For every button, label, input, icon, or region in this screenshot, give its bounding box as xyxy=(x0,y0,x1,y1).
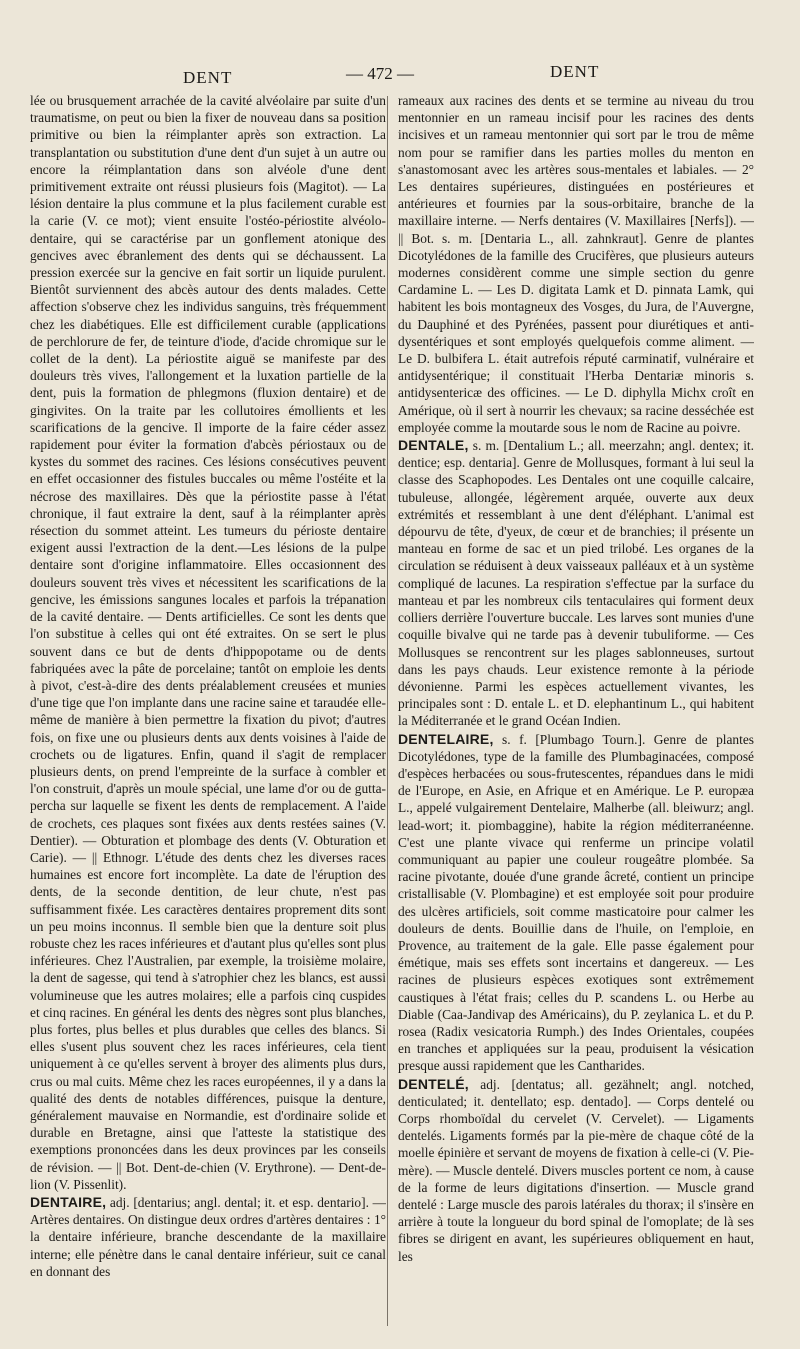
headword-dentelaire: DENTELAIRE, xyxy=(398,730,494,747)
page-number: — 472 — xyxy=(346,64,414,83)
left-guide-word: DENT xyxy=(183,68,233,87)
running-head xyxy=(0,60,800,90)
entry-dentale xyxy=(398,437,754,729)
left-column xyxy=(30,92,386,1342)
entry-dentale-body: s. m. [Dentalium L.; all. meerzahn; angl. dentex; it. dentice; esp. dentaria]. Genre de Mollusques, formant à lui seul la classe des Scaphopodes. Les Dentales ont une coquille calcaire, tubuleuse, allongée, légèrement arquée, ouverte aux deux extrémités et ressemblant à une dent d'éléphant. L'animal est dépourvu de tête, d'yeux, de cœur et de branchies; il présente un manteau en forme de sac et un pied trilobé. Les organes de la circulation se réduisent à deux vaisseaux palléaux et à un système compliqué de lacunes. La respiration s'effectue par la surface du manteau et par les nombreux cils tentaculaires qui forment deux colliers derrière l'ouverture buccale. Les larves sont munies d'une coquille bivalve qui ne tarde pas à devenir tubuliforme. — Ces Mollusques se rencontrent sur les plages sablonneuses, surtout dans les pays chauds. Leur existence remonte à la période dévonienne. Parmi les espèces actuellement vivantes, les principales sont : D. entale L. et D. elephantinum L., qui habitent la Méditerranée et le grand Océan Indien. xyxy=(398,438,754,729)
headword-dentaire: DENTAIRE, xyxy=(30,1194,107,1210)
right-guide-word: DENT xyxy=(550,62,600,81)
headword-dentale: DENTALE, xyxy=(398,437,469,454)
headword-dentele: DENTELÉ, xyxy=(398,1075,469,1092)
entry-dentaire-body: adj. [dentarius; angl. dental; it. et esp. dentario]. — Artères dentaires. On distingue deux ordres d'artères dentaires : 1° la dentaire inférieure, branche descendante de la maxillaire interne; elle pénètre dans le canal dentaire inférieur, suit ce canal en donnant des xyxy=(30,1195,386,1279)
entry-dent-continuation: lée ou brusquement arrachée de la cavité alvéolaire par suite d'un traumatisme, on peut ou bien la fixer de nouveau dans sa position primitive ou bien la réimplanter après son extraction. La transplantation ou substitution d'une dent d'un sujet à un autre ou encore la réimplantation dans son alvéole d'une dent primitivement extraite ont réussi plusieurs fois (Magitot). — La lésion dentaire la plus commune et la plus facilement curable est la carie (V. ce mot); vient ensuite l'ostéo-périostite alvéolo-dentaire, qui se caractérise par un gonflement atonique des gencives avec ébranlement des dents qui se déchaussent. La pression exercée sur la gencive en fait sortir un liquide purulent. Bientôt surviennent des abcès autour des dents malades. Cette affection s'observe chez les individus sanguins, très fréquemment chez les diabétiques. Elle est difficilement curable (applications de perchlorure de fer, de teinture d'iode, d'acide chromique sur le collet de la dent). La périostite aiguë se manifeste par des douleurs très vives, l'allongement et la luxation partielle de la dent, puis la formation de phlegmons (fluxion dentaire) et de gingivites. On la traite par les collutoires émollients et les scarifications de la gencive. Il importe de la faire céder assez rapidement pour éviter la formation d'abcès périostaux ou de kystes du sommet des racines. Ces lésions consécutives peuvent en effet occasionner des fistules buccales ou même l'ostéite et la nécrose des maxillaires. Dès que la périostite passe à l'état chronique, il faut extraire la dent, sauf à la réimplanter après résection du sommet atteint. Les tumeurs du périoste dentaire exigent aussi l'extraction de la dent.—Les lésions de la pulpe dentaire sont d'origine inflammatoire. Elles occasionnent des douleurs souvent très vives et nécessitent les scarifications de la gencive, les émissions sangunes locales et parfois la trépanation de la cavité dentaire. — Dents artificielles. Ce sont les dents que l'on substitue à celles qui ont été extraites. On se sert le plus souvent dans ce but de dents d'hippopotame ou de dents fabriquées avec la pâte de porcelaine; tantôt on emploie les dents à pivot, c'est-à-dire des dents préalablement creusées et munies d'une tige que l'on implante dans une racine saine et taraudée elle-même de manière à bien permettre la fixation du pivot; d'autres fois, on fixe une ou plusieurs dents aux dents voisines à l'aide de crochets ou de ligatures. Enfin, quand il s'agit de remplacer plusieurs dents, on prend l'empreinte de la surface à combler et l'on construit, d'après un moule spécial, une lame d'or ou de gutta-percha sur laquelle se fixent les dents de remplacement. A l'aide de crochets, ces plaques sont fixées aux dents restées saines (V. Dentier). — Obturation et plombage des dents (V. Obturation et Carie). — || Ethnogr. L'étude des dents chez les diverses races humaines est encore fort incomplète. La date de l'éruption des dents, de la seconde dentition, de leur chute, n'est pas suffisamment fixée. Les caractères dentaires proprement dits sont un peu moins inconnus. Il semble bien que la denture soit plus robuste chez les races inférieures et d'autant plus qu'elles sont plus inférieures. Chez l'Australien, par exemple, la troisième molaire, la dent de sagesse, qui tend à s'atrophier chez les blancs, est aussi volumineuse que les autres molaires; elle a parfois cinq cuspides et cinq racines. En général les dents des nègres sont plus blanches, plus fortes, plus belles et plus durables que celles des blancs. Si elles s'usent plus souvent chez les races inférieures, cela tient uniquement à ce qu'elles servent à broyer des aliments plus durs, crus ou mal cuits. Même chez les races européennes, il y a dans la qualité des dents de notables différences, puisque la denture, généralement mauvaise en Normandie, est d'ordinaire solide et durable en Bretagne, ainsi que l'atteste la statistique des exemptions prononcées dans les deux provinces par les conseils de révision. — || Bot. Dent-de-chien (V. Erythrone). — Dent-de-lion (V. Pissenlit). xyxy=(30,93,386,1192)
column-divider xyxy=(387,96,388,1326)
right-column xyxy=(398,92,754,1342)
entry-dentelaire-body: s. f. [Plumbago Tourn.]. Genre de plantes Dicotylédones, type de la famille des Plumbaginacées, composé d'espèces herbacées ou sous-frutescentes, répandues dans le midi de l'Europe, en Asie, en Afrique et en Amérique. Le P. europæa L., appelé vulgairement Dentelaire, Malherbe (all. bleiwurz; angl. lead-wort; it. piombaggine), habite la région méditerranéenne. C'est une plante vivace qui renferme un principe volatil communiquant au papier une couleur rougeâtre plombée. Sa racine pivotante, douée d'une grande âcreté, contient un principe cristallisable (V. Plombagine) et est employée soit pour produire des ulcères artificiels, soit comme masticatoire pour calmer les douleurs de dents. Bouillie dans de l'huile, on l'emploie, en Provence, au traitement de la gale. Elle passe également pour émétique, mais ses effets sont incertains et dangereux. — Les racines de plusieurs espèces exotiques sont extrêmement caustiques à l'état frais; celles du P. scandens L. ou Herbe au Diable (Caa-Jandivap des Américains), du P. zeylanica L. et du P. rosea (Radix vesicatoria Rumph.) des Indes Orientales, coupées en tranches et appliquées sur la peau, produisent la vésication presque aussi rapidement que les Cantharides. xyxy=(398,731,754,1074)
entry-dentelaire xyxy=(398,731,754,1075)
entry-dentele xyxy=(398,1076,754,1265)
entry-dentele-body: adj. [dentatus; all. gezähnelt; angl. notched, denticulated; it. dentellato; esp. dentado]. — Corps dentelé ou Corps rhomboïdal du cervelet (V. Cervelet). — Ligaments dentelés. Ligaments formés par la pie-mère de chaque côté de la moelle épinière et servant de moyens de fixation à celle-ci (V. Pie-mère). — Muscle dentelé. Divers muscles portent ce nom, à cause de la forme de leurs digitations d'insertion. — Muscle grand dentelé : Large muscle des parois latérales du thorax; il s'insère en arrière à toute la longueur du bord spinal de l'omoplate; de là ses fibres se dirigent en avant, les supérieures obliquement en haut, les xyxy=(398,1076,754,1264)
entry-dentaire xyxy=(30,1194,386,1280)
entry-dentaire-continuation: rameaux aux racines des dents et se termine au niveau du trou mentonnier en un rameau incisif pour les racines des dents incisives et un rameau mentonnier qui sort par le trou de même nom pour se ramifier dans les parties molles du menton en s'anastomosant avec les artères sous-mentales et labiales. — 2° Les dentaires supérieures, distinguées en postérieures et antérieures et fournies par la sous-orbitaire, branche de la maxillaire interne. — Nerfs dentaires (V. Maxillaires [Nerfs]). — || Bot. s. m. [Dentaria L., all. zahnkraut]. Genre de plantes Dicotylédones de la famille des Crucifères, que plusieurs auteurs modernes considèrent comme une simple section du genre Cardamine L. — Les D. digitata Lamk et D. pinnata Lamk, qui habitent les bois montagneux des Vosges, du Jura, de l'Auvergne, du Dauphiné et des Pyrénées, passent pour diurétiques et anti-dysentériques et sont employés quelquefois comme aliment. — Le D. bulbifera L. était autrefois réputé carminatif, vulnéraire et antidysentérique; il constituait l'Herba Dentariæ minoris s. antidysentericæ des officines. — Le D. diphylla Michx croît en Amérique, où il sert à nourrir les chevaux; sa racine desséchée est employée comme la moutarde sous le nom de Racine au poivre. xyxy=(398,93,754,435)
